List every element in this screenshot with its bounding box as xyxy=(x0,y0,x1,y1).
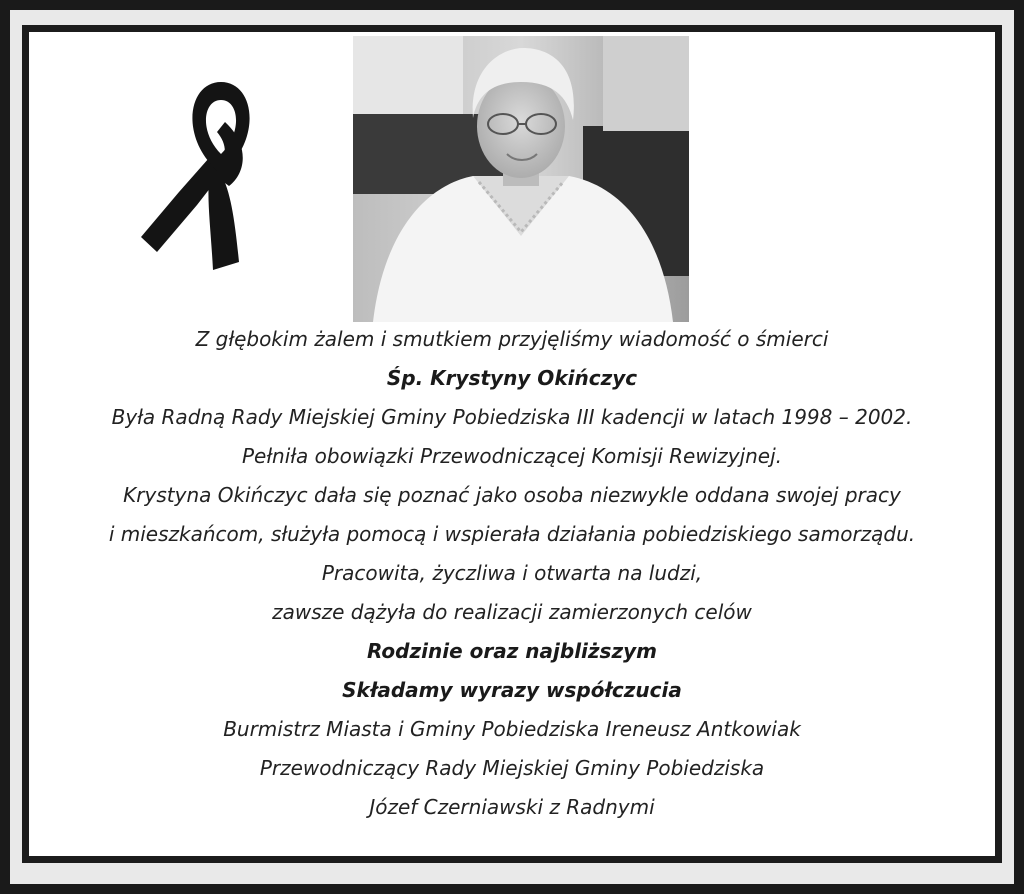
text-line: Pracowita, życzliwa i otwarta na ludzi, xyxy=(321,561,703,585)
text-line: Była Radną Rady Miejskiej Gminy Pobiedziska III kadencji w latach 1998 – 2002. xyxy=(111,405,913,429)
signature-line: Przewodniczący Rady Miejskiej Gminy Pobiedziska xyxy=(259,756,765,780)
signature-line: Józef Czerniawski z Radnymi xyxy=(369,795,655,819)
text-line: Z głębokim żalem i smutkiem przyjęliśmy wiadomość o śmierci xyxy=(195,327,829,351)
deceased-name: Śp. Krystyny Okińczyc xyxy=(386,366,638,390)
condolence-heading: Rodzinie oraz najbliższym xyxy=(367,639,657,663)
condolence-heading: Składamy wyrazy współczucia xyxy=(342,678,682,702)
signature-line: Burmistrz Miasta i Gminy Pobiedziska Ireneusz Antkowiak xyxy=(223,717,801,741)
text-line: Pełniła obowiązki Przewodniczącej Komisji Rewizyjnej. xyxy=(241,444,783,468)
text-line: Krystyna Okińczyc dała się poznać jako osoba niezwykle oddana swojej pracy xyxy=(123,483,901,507)
text-line: i mieszkańcom, służyła pomocą i wspierała działania pobiedziskiego samorządu. xyxy=(108,522,916,546)
obituary-text xyxy=(29,320,995,827)
obituary-card xyxy=(22,25,1002,863)
portrait-photo xyxy=(353,36,689,322)
mourning-ribbon-icon xyxy=(139,62,269,282)
text-line: zawsze dążyła do realizacji zamierzonych celów xyxy=(272,600,752,624)
